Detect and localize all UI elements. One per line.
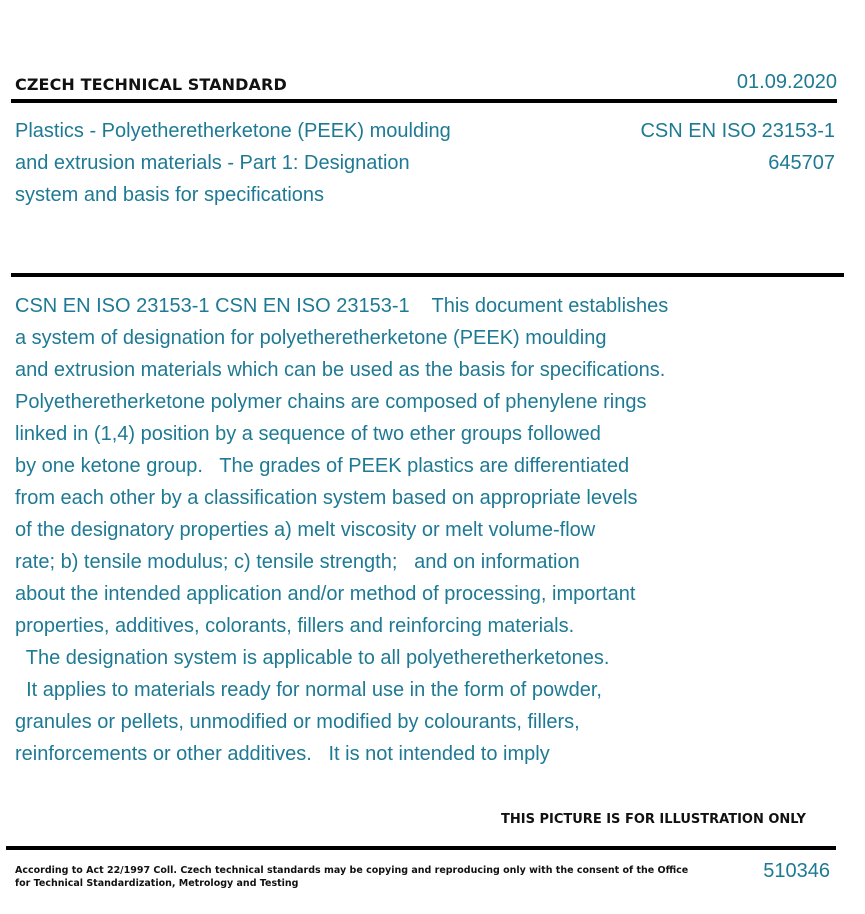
abstract-line: and extrusion materials which can be used as the basis for specifications. <box>15 359 666 381</box>
document-title-line: Plastics - Polyetheretherketone (PEEK) moulding <box>15 120 451 142</box>
middle-divider <box>11 273 844 277</box>
abstract-line: a system of designation for polyetheretherketone (PEEK) moulding <box>15 327 607 349</box>
abstract-line: linked in (1,4) position by a sequence of two ether groups followed <box>15 423 601 445</box>
abstract-text <box>15 290 775 770</box>
catalog-number: 645707 <box>768 152 835 174</box>
top-divider <box>11 99 837 103</box>
abstract-line: by one ketone group. The grades of PEEK plastics are differentiated <box>15 455 630 477</box>
abstract-line: CSN EN ISO 23153-1 CSN EN ISO 23153-1 This document establishes <box>15 295 669 317</box>
standard-code: CSN EN ISO 23153-1 <box>640 120 835 142</box>
abstract-line: Polyetheretherketone polymer chains are composed of phenylene rings <box>15 391 647 413</box>
legal-notice-line: According to Act 22/1997 Coll. Czech technical standards may be copying and reproducing only with the consent of the Office <box>15 865 689 876</box>
document-title <box>15 115 555 211</box>
standard-type-heading: CZECH TECHNICAL STANDARD <box>15 75 287 94</box>
bottom-divider <box>6 846 836 850</box>
legal-notice-line: for Technical Standardization, Metrology and Testing <box>15 878 299 889</box>
abstract-line: The designation system is applicable to all polyetheretherketones. <box>15 647 610 669</box>
document-identifiers <box>640 115 835 179</box>
legal-notice <box>15 864 689 890</box>
footer-number: 510346 <box>763 860 830 882</box>
abstract-line: It applies to materials ready for normal use in the form of powder, <box>15 679 602 701</box>
abstract-line: granules or pellets, unmodified or modified by colourants, fillers, <box>15 711 580 733</box>
abstract-line: about the intended application and/or method of processing, important <box>15 583 636 605</box>
document-title-line: and extrusion materials - Part 1: Designation <box>15 152 410 174</box>
abstract-line: reinforcements or other additives. It is not intended to imply <box>15 743 550 765</box>
abstract-line: of the designatory properties a) melt viscosity or melt volume-flow <box>15 519 596 541</box>
abstract-line: properties, additives, colorants, fillers and reinforcing materials. <box>15 615 575 637</box>
abstract-line: rate; b) tensile modulus; c) tensile strength; and on information <box>15 551 580 573</box>
publication-date: 01.09.2020 <box>736 71 837 93</box>
illustration-notice: THIS PICTURE IS FOR ILLUSTRATION ONLY <box>501 812 806 827</box>
abstract-line: from each other by a classification system based on appropriate levels <box>15 487 638 509</box>
document-title-line: system and basis for specifications <box>15 184 325 206</box>
